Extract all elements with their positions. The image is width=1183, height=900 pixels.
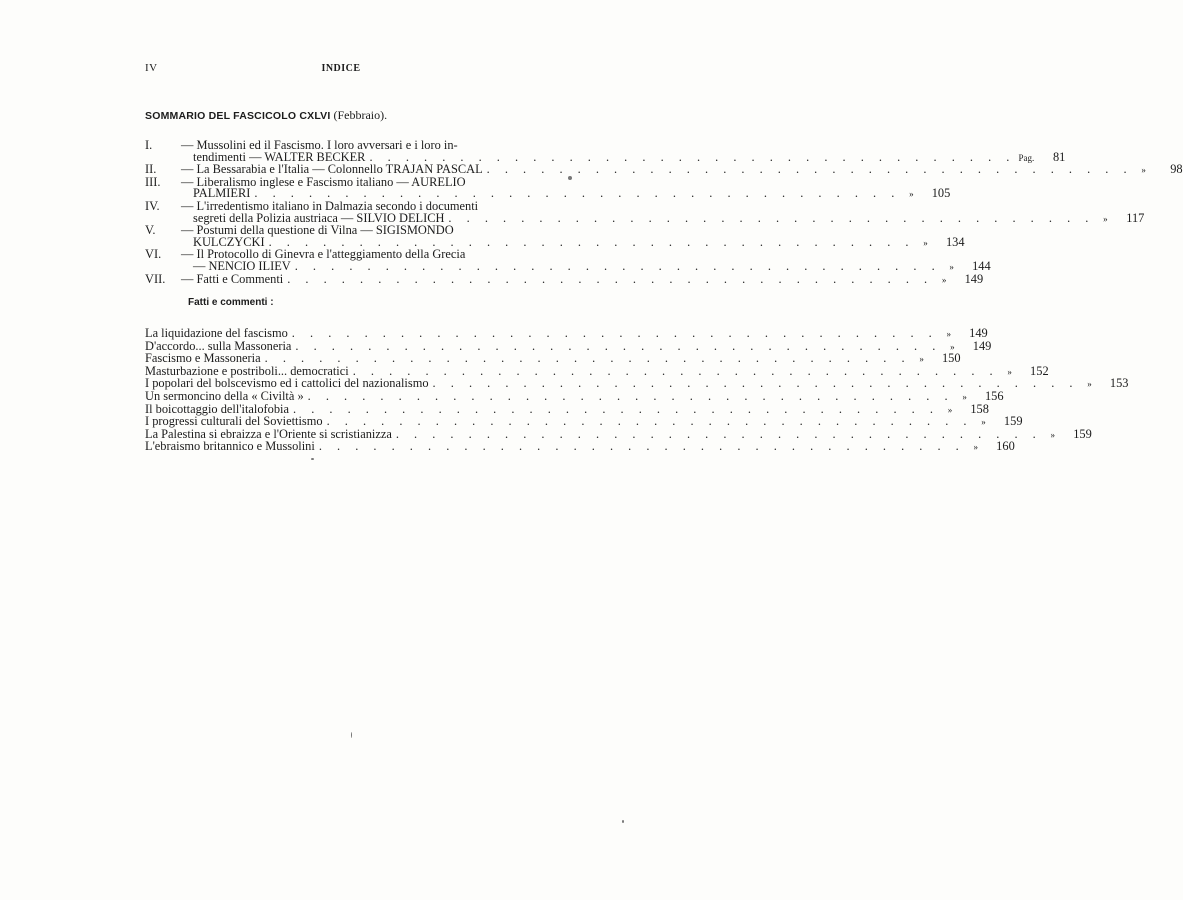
page-number: 158 [970,401,989,416]
facts-title: I progressi culturali del Soviettismo [145,414,323,429]
page-marker: » [950,341,955,352]
article-title-line: KULCZYCKI [193,234,265,249]
page-marker: » [981,417,986,428]
dot-leader: . . . . . . . . . . . . . . . . . . . . . . . . . . . . . . . . . . . . [307,388,954,403]
article-body [181,140,1065,164]
page-folio: IV [145,62,158,74]
summary-heading-month: (Febbraio). [333,108,388,122]
article-number: III. [145,174,161,189]
facts-title: D'accordo... sulla Massoneria [145,338,292,353]
page-number: 81 [1052,149,1066,164]
page-number: 134 [945,234,965,249]
margin-speck [568,176,572,180]
article-line [181,271,984,287]
facts-title: Masturbazione e postriboli... democratici [145,363,349,378]
dot-leader: . . . . . . . . . . . . . . . . . . . . . . . . . . . . . . . . . . . . [254,186,901,201]
dot-leader: . . . . . . . . . . . . . . . . . . . . . . . . . . . . . . . . . . . . [326,414,973,429]
margin-speck [622,820,624,823]
page-number: 150 [941,351,961,366]
page-marker: » [909,189,914,200]
page-marker: » [941,274,947,285]
running-title: INDICE [321,63,361,74]
page-number: 144 [972,258,991,273]
article-entry [145,223,965,249]
dot-leader: . . . . . . . . . . . . . . . . . . . . . . . . . . . . . . . . . . . . [448,210,1095,225]
article-body [181,271,984,287]
page-marker: » [949,261,954,272]
article-list [145,138,1183,286]
page-number: 159 [1003,414,1023,429]
article-title-line: — Mussolini ed il Fascismo. I loro avversari e i loro in- [181,138,458,152]
article-body [181,174,951,201]
dot-leader: . . . . . . . . . . . . . . . . . . . . . . . . . . . . . . . . . . . . [287,271,934,286]
article-title-line: — Fatti e Commenti [181,271,284,286]
dot-leader: . . . . . . . . . . . . . . . . . . . . . . . . . . . . . . . . . . . . [291,326,938,340]
facts-title: Fascismo e Massoneria [145,351,261,366]
facts-title: L'ebraismo britannico e Mussolini [145,439,315,454]
dot-leader: . . . . . . . . . . . . . . . . . . . . . . . . . . . . . . . . . . . . [486,162,1133,177]
summary-heading [145,108,387,123]
page-number: 105 [931,186,951,201]
facts-title: I popolari del bolscevismo ed i cattolici del nazionalismo [145,376,429,391]
page-number: 160 [996,439,1015,454]
article-title-line: — Liberalismo inglese e Fascismo italiano — AURELIO [181,174,466,189]
page-number: 159 [1073,426,1092,441]
page-marker: » [947,404,953,415]
facts-title: Il boicottaggio dell'italofobia [145,401,289,416]
dot-leader: . . . . . . . . . . . . . . . . . . . . . . . . . . . . . . . . . . . . [318,439,965,454]
article-body [181,198,1145,225]
article-title-line: — La Bessarabia e l'Italia — Colonnello TRAJAN PASCAL [181,162,483,177]
page-marker: » [1141,165,1146,176]
page-marker: » [1103,213,1108,224]
dot-leader: . . . . . . . . . . . . . . . . . . . . . . . . . . . . . . . . . . . . [369,149,1016,164]
article-number: II. [145,162,157,177]
dot-leader: . . . . . . . . . . . . . . . . . . . . . . . . . . . . . . . . . . . . [294,258,941,273]
article-entry [145,198,1145,225]
dot-leader: . . . . . . . . . . . . . . . . . . . . . . . . . . . . . . . . . . . . [352,363,999,378]
article-number: IV. [145,198,160,213]
article-entry [145,247,991,273]
page-marker: » [1050,429,1056,440]
page-number: 98 [1170,162,1183,177]
margin-speck [311,458,314,460]
article-entry [145,138,1066,164]
facts-heading: Fatti e commenti : [188,297,274,308]
page-marker: » [923,237,928,248]
article-number: I. [145,138,153,152]
page-marker: » [919,354,924,365]
margin-speck [351,732,352,738]
page-number: 149 [964,271,984,286]
article-title-line: segreti della Polizia austriaca — SILVIO DELICH [193,210,445,225]
article-title-line: — NENCIO ILIEV [193,258,291,273]
dot-leader: . . . . . . . . . . . . . . . . . . . . . . . . . . . . . . . . . . . . [295,338,942,353]
facts-list [145,326,1129,454]
page-marker: » [973,442,979,453]
dot-leader: . . . . . . . . . . . . . . . . . . . . . . . . . . . . . . . . . . . . [293,401,939,416]
dot-leader: . . . . . . . . . . . . . . . . . . . . . . . . . . . . . . . . . . . . [264,351,911,366]
page-marker: Pag. [1018,152,1035,163]
facts-entry [145,439,1015,454]
page-number: 149 [969,326,988,340]
article-entry [145,271,984,287]
page-number: 117 [1126,210,1145,225]
article-title-line: — Il Protocollo di Ginevra e l'atteggiamento della Grecia [181,247,466,262]
article-number: V. [145,223,156,238]
facts-title: La Palestina si ebraizza e l'Oriente si scristianizza [145,426,392,441]
facts-title: Un sermoncino della « Civiltà » [145,388,304,403]
page-marker: » [1087,379,1092,390]
article-title-line: — L'irredentismo italiano in Dalmazia secondo i documenti [181,198,479,213]
article-number: VII. [145,271,166,286]
article-title-line: PALMIERI [193,186,251,201]
dot-leader: . . . . . . . . . . . . . . . . . . . . . . . . . . . . . . . . . . . . [395,426,1042,441]
summary-heading-caps: SOMMARIO DEL FASCICOLO CXLVI [145,110,331,122]
page-marker: » [946,329,951,339]
page-number: 152 [1030,363,1049,378]
dot-leader: . . . . . . . . . . . . . . . . . . . . . . . . . . . . . . . . . . . . [268,234,915,249]
article-title-line: tendimenti — WALTER BECKER [193,149,366,164]
article-number: VI. [145,247,162,262]
page-number: 156 [984,388,1004,403]
running-head [145,62,537,80]
article-entry [145,174,951,201]
page-number: 149 [972,338,992,353]
article-title-line: — Postumi della questione di Vilna — SIGISMONDO [181,223,454,238]
article-body [181,249,991,273]
page-number: 153 [1109,376,1129,391]
dot-leader: . . . . . . . . . . . . . . . . . . . . . . . . . . . . . . . . . . . . [432,376,1079,391]
article-body [181,225,965,249]
facts-title: La liquidazione del fascismo [145,326,288,340]
page-marker: » [1007,366,1012,377]
page-marker: » [962,391,967,402]
